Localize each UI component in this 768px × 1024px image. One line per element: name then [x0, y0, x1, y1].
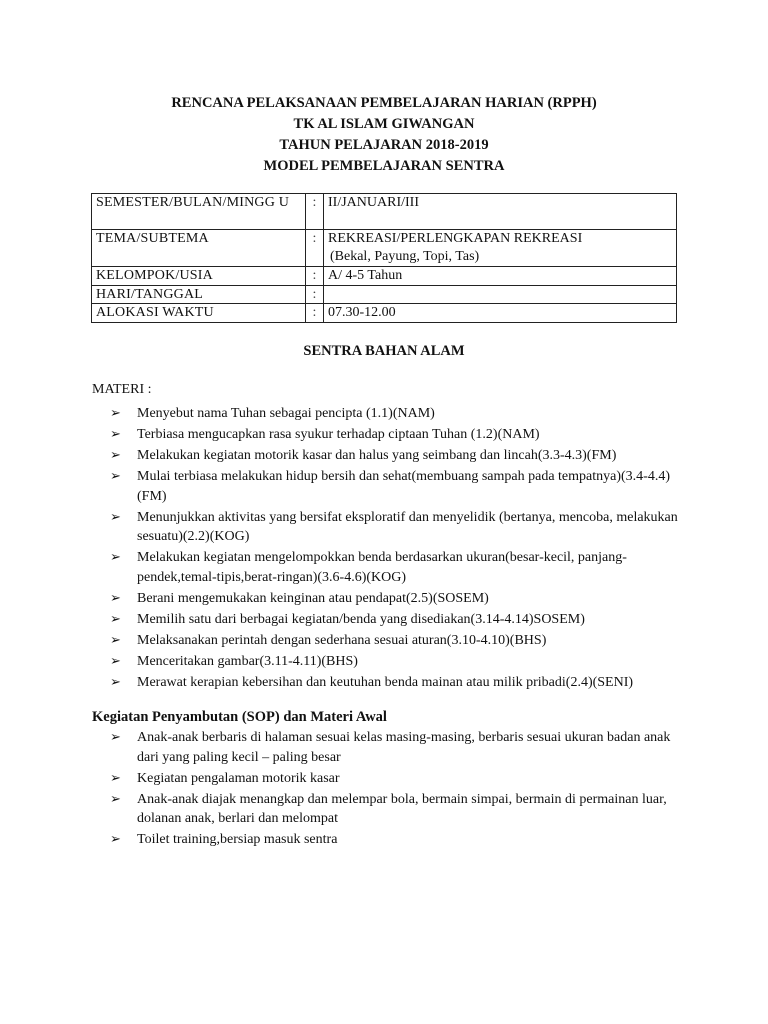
arrow-bullet-icon: ➢	[110, 632, 121, 648]
table-row	[92, 194, 677, 230]
row-label: KELOMPOK/USIA	[92, 267, 306, 286]
row-value-text: A/ 4-5 Tahun	[328, 268, 403, 283]
row-value-text: REKREASI/PERLENGKAPAN REKREASI	[328, 231, 583, 246]
list-item	[110, 790, 690, 829]
row-label: SEMESTER/BULAN/MINGG U	[92, 194, 306, 230]
row-value	[324, 304, 677, 323]
list-item-text: Menyebut nama Tuhan sebagai pencipta (1.1)(NAM)	[137, 406, 435, 421]
arrow-bullet-icon: ➢	[110, 448, 121, 463]
table-row	[92, 285, 677, 304]
list-item-text: Melakukan kegiatan mengelompokkan benda berdasarkan ukuran(besar-kecil, panjang-pendek,temal-tipis,berat-ringan)(3.6-4.6)(KOG)	[137, 550, 627, 585]
list-item	[110, 404, 690, 424]
sop-list	[110, 728, 690, 851]
list-item-text: Memilih satu dari berbagai kegiatan/benda yang disediakan(3.14-4.14)SOSEM)	[137, 611, 585, 627]
list-item	[110, 631, 690, 651]
list-item	[110, 673, 690, 693]
arrow-bullet-icon: ➢	[110, 406, 121, 421]
table-row	[92, 267, 677, 286]
row-label: HARI/TANGGAL	[92, 285, 306, 304]
sop-heading: Kegiatan Penyambutan (SOP) dan Materi Awal	[92, 709, 387, 725]
table-row	[92, 304, 677, 323]
row-value	[324, 267, 677, 286]
list-item-text: Melakukan kegiatan motorik kasar dan halus yang seimbang dan lincah(3.3-4.3)(FM)	[137, 448, 617, 463]
header-line-year: TAHUN PELAJARAN 2018-2019	[279, 137, 489, 153]
list-item-text: Mulai terbiasa melakukan hidup bersih dan sehat(membuang sampah pada tempatnya)(3.4-4.4)(FM)	[137, 469, 670, 504]
arrow-bullet-icon: ➢	[110, 509, 121, 525]
list-item	[110, 769, 690, 789]
row-value	[324, 194, 677, 230]
materi-label: MATERI :	[92, 382, 152, 397]
row-colon: :	[306, 230, 324, 267]
header-line-school: TK AL ISLAM GIWANGAN	[293, 116, 475, 132]
list-item-text: Anak-anak diajak menangkap dan melempar bola, bermain simpai, bermain di permainan luar, dolanan anak, berlari dan melompat	[137, 791, 667, 826]
list-item-text: Menceritakan gambar(3.11-4.11)(BHS)	[137, 653, 358, 669]
arrow-bullet-icon: ➢	[110, 653, 121, 669]
list-item	[110, 610, 690, 630]
row-colon: :	[306, 194, 324, 230]
arrow-bullet-icon: ➢	[110, 730, 121, 745]
arrow-bullet-icon: ➢	[110, 469, 121, 484]
list-item	[110, 728, 690, 767]
row-colon: :	[306, 304, 324, 323]
list-item	[110, 830, 690, 850]
table-row	[92, 230, 677, 267]
row-value-text: 07.30-12.00	[328, 305, 396, 320]
list-item-text: Merawat kerapian kebersihan dan keutuhan benda mainan atau milik pribadi(2.4)(SENI)	[137, 674, 634, 690]
header-line-model: MODEL PEMBELAJARAN SENTRA	[263, 158, 505, 174]
list-item	[110, 508, 690, 547]
arrow-bullet-icon: ➢	[110, 674, 121, 690]
list-item-text: Berani mengemukakan keinginan atau pendapat(2.5)(SOSEM)	[137, 590, 489, 606]
list-item	[110, 548, 690, 587]
list-item-text: Terbiasa mengucapkan rasa syukur terhadap ciptaan Tuhan (1.2)(NAM)	[137, 427, 540, 442]
list-item-text: Kegiatan pengalaman motorik kasar	[137, 770, 340, 786]
materi-list	[110, 404, 690, 694]
row-colon: :	[306, 267, 324, 286]
arrow-bullet-icon: ➢	[110, 590, 121, 606]
list-item	[110, 467, 690, 506]
list-item-text: Melaksanakan perintah dengan sederhana sesuai aturan(3.10-4.10)(BHS)	[137, 632, 547, 648]
row-label: TEMA/SUBTEMA	[92, 230, 306, 267]
list-item-text: Toilet training,bersiap masuk sentra	[137, 832, 338, 847]
list-item	[110, 446, 690, 466]
row-value-subtext: (Bekal, Payung, Topi, Tas)	[330, 248, 480, 264]
row-value	[324, 230, 677, 267]
list-item	[110, 425, 690, 445]
document-header	[0, 93, 768, 177]
arrow-bullet-icon: ➢	[110, 791, 121, 807]
row-value-text: II/JANUARI/III	[328, 195, 419, 210]
list-item-text: Menunjukkan aktivitas yang bersifat eksploratif dan menyelidik (bertanya, mencoba, melakukan sesuatu)(2.2)(KOG)	[137, 509, 678, 544]
arrow-bullet-icon: ➢	[110, 611, 121, 627]
arrow-bullet-icon: ➢	[110, 832, 121, 847]
row-label: ALOKASI WAKTU	[92, 304, 306, 323]
arrow-bullet-icon: ➢	[110, 770, 121, 786]
arrow-bullet-icon: ➢	[110, 550, 121, 565]
arrow-bullet-icon: ➢	[110, 427, 121, 442]
header-line-rpph: RENCANA PELAKSANAAN PEMBELAJARAN HARIAN (RPPH)	[171, 95, 597, 111]
row-value	[324, 285, 677, 304]
list-item-text: Anak-anak berbaris di halaman sesuai kelas masing-masing, berbaris sesuai ukuran badan anak dari yang paling kecil – paling besar	[137, 730, 671, 765]
list-item	[110, 652, 690, 672]
section-title: SENTRA BAHAN ALAM	[303, 343, 465, 359]
row-colon: :	[306, 285, 324, 304]
list-item	[110, 589, 690, 609]
info-table	[91, 193, 677, 323]
